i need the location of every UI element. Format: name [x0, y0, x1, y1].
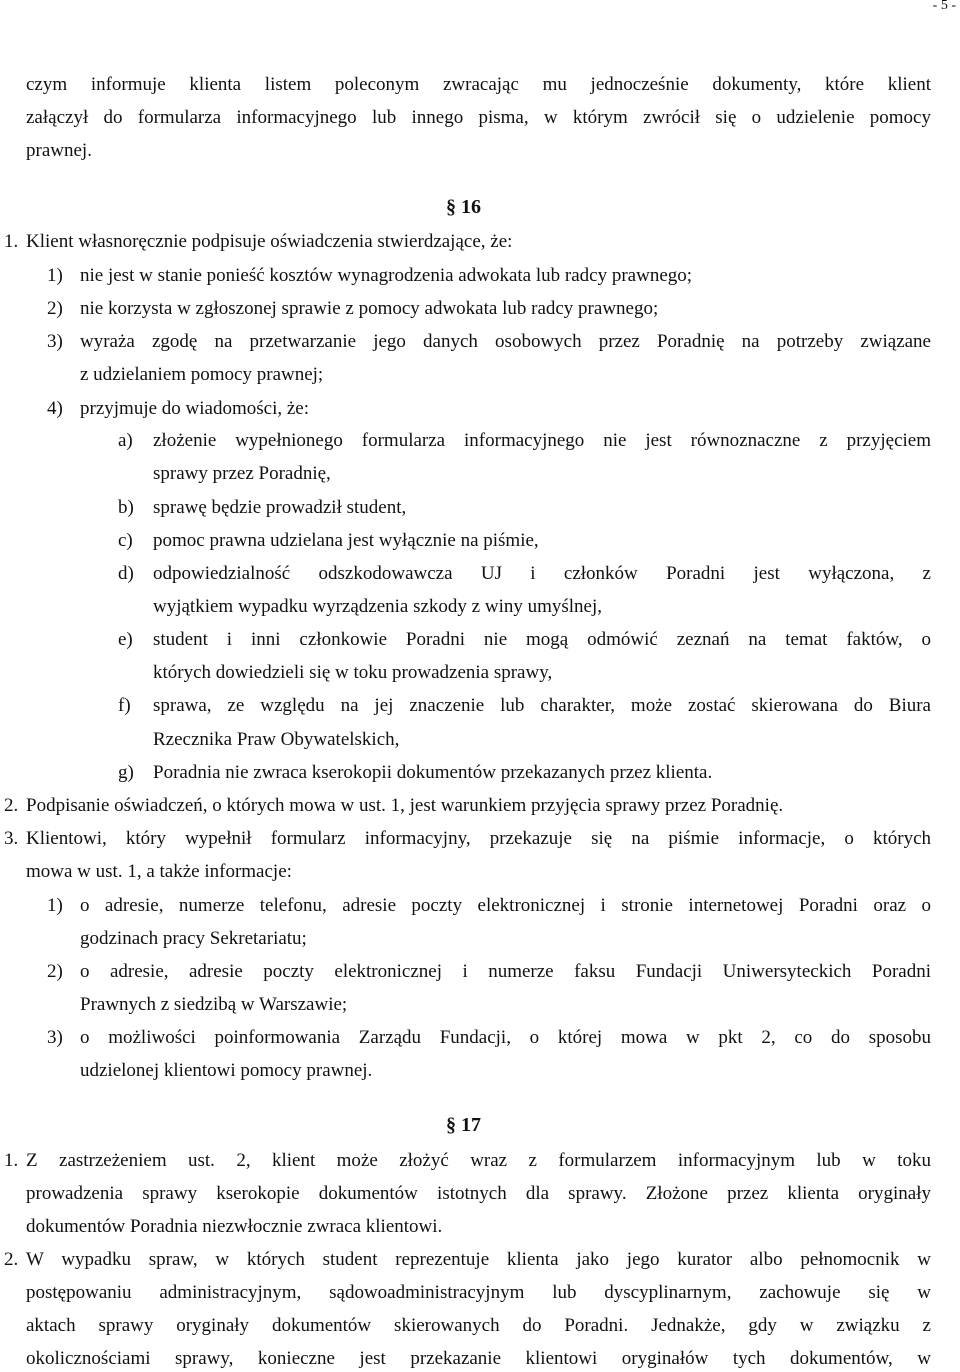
paragraph-text: Klientowi, który wypełnił formularz informacyjny, przekazuje się na piśmie informacje, o których: [26, 828, 931, 849]
paragraph-text: W wypadku spraw, w których student reprezentuje klienta jako jego kurator albo pełnomocnik w: [26, 1249, 931, 1270]
paragraph-text: Z zastrzeżeniem ust. 2, klient może złożyć wraz z formularzem informacyjnym lub w toku: [26, 1150, 931, 1171]
item-number: 4): [47, 398, 63, 419]
paragraph-text: dokumentów Poradnia niezwłocznie zwraca klientowi.: [26, 1216, 443, 1237]
item-text: godzinach pracy Sekretariatu;: [80, 928, 307, 949]
section-heading-17: § 17: [446, 1114, 481, 1136]
item-number: 1): [47, 895, 63, 916]
item-number: 1): [47, 265, 63, 286]
item-text: o adresie, adresie poczty elektronicznej i numerze faksu Fundacji Uniwersyteckich Poradni: [80, 961, 931, 982]
paragraph-number: 2.: [4, 795, 19, 816]
subitem-text: student i inni członkowie Poradni nie mogą odmówić zeznań na temat faktów, o: [153, 629, 931, 650]
item-number: 2): [47, 298, 63, 319]
item-text: przyjmuje do wiadomości, że:: [80, 398, 309, 419]
intro-line: załączył do formularza informacyjnego lub innego pisma, w którym zwrócił się o udzielenie pomocy: [26, 107, 931, 128]
subitem-letter: b): [118, 497, 134, 518]
intro-line: czym informuje klienta listem poleconym zwracając mu jednocześnie dokumenty, które klient: [26, 74, 931, 95]
paragraph-number: 1.: [4, 231, 19, 252]
subitem-letter: d): [118, 563, 134, 584]
section-heading-16: § 16: [446, 196, 481, 218]
subitem-text: złożenie wypełnionego formularza informacyjnego nie jest równoznaczne z przyjęciem: [153, 430, 931, 451]
paragraph-text: Klient własnoręcznie podpisuje oświadczenia stwierdzające, że:: [26, 231, 513, 252]
intro-line: prawnej.: [26, 140, 92, 161]
page-number: - 5 -: [932, 0, 956, 13]
subitem-letter: e): [118, 629, 133, 650]
item-text: o adresie, numerze telefonu, adresie poczty elektronicznej i stronie internetowej Poradni oraz o: [80, 895, 931, 916]
item-number: 3): [47, 1027, 63, 1048]
paragraph-text: aktach sprawy oryginały dokumentów skierowanych do Poradni. Jednakże, gdy w związku z: [26, 1315, 931, 1336]
item-text: Prawnych z siedzibą w Warszawie;: [80, 994, 348, 1015]
paragraph-text: mowa w ust. 1, a także informacje:: [26, 861, 292, 882]
subitem-text: wyjątkiem wypadku wyrządzenia szkody z winy umyślnej,: [153, 596, 603, 617]
item-number: 3): [47, 331, 63, 352]
paragraph-text: prowadzenia sprawy kserokopie dokumentów istotnych dla sprawy. Złożone przez klienta oryginały: [26, 1183, 931, 1204]
item-text: udzielonej klientowi pomocy prawnej.: [80, 1060, 373, 1081]
item-text: nie jest w stanie ponieść kosztów wynagrodzenia adwokata lub radcy prawnego;: [80, 265, 693, 286]
subitem-text: odpowiedzialność odszkodowawcza UJ i członków Poradni jest wyłączona, z: [153, 563, 931, 584]
subitem-letter: a): [118, 430, 133, 451]
subitem-text: Rzecznika Praw Obywatelskich,: [153, 729, 400, 750]
subitem-text: Poradnia nie zwraca kserokopii dokumentów przekazanych przez klienta.: [153, 762, 713, 783]
item-text: nie korzysta w zgłoszonej sprawie z pomocy adwokata lub radcy prawnego;: [80, 298, 659, 319]
subitem-text: sprawy przez Poradnię,: [153, 463, 331, 484]
paragraph-number: 3.: [4, 828, 19, 849]
item-text: wyraża zgodę na przetwarzanie jego danych osobowych przez Poradnię na potrzeby związane: [80, 331, 931, 352]
paragraph-text: Podpisanie oświadczeń, o których mowa w ust. 1, jest warunkiem przyjęcia sprawy przez Poradnię.: [26, 795, 784, 816]
paragraph-number: 2.: [4, 1249, 19, 1270]
item-number: 2): [47, 961, 63, 982]
paragraph-text: okolicznościami sprawy, konieczne jest przekazanie klientowi oryginałów tych dokumentów, w: [26, 1348, 931, 1369]
item-text: z udzielaniem pomocy prawnej;: [80, 364, 324, 385]
subitem-letter: g): [118, 762, 134, 783]
subitem-text: sprawę będzie prowadził student,: [153, 497, 407, 518]
item-text: o możliwości poinformowania Zarządu Fundacji, o której mowa w pkt 2, co do sposobu: [80, 1027, 931, 1048]
subitem-text: pomoc prawna udzielana jest wyłącznie na piśmie,: [153, 530, 539, 551]
subitem-letter: c): [118, 530, 133, 551]
subitem-text: których dowiedzieli się w toku prowadzenia sprawy,: [153, 662, 553, 683]
paragraph-number: 1.: [4, 1150, 19, 1171]
paragraph-text: postępowaniu administracyjnym, sądowoadministracyjnym lub dyscyplinarnym, zachowuje się w: [26, 1282, 931, 1303]
subitem-text: sprawa, ze względu na jej znaczenie lub charakter, może zostać skierowana do Biura: [153, 695, 931, 716]
subitem-letter: f): [118, 695, 131, 716]
